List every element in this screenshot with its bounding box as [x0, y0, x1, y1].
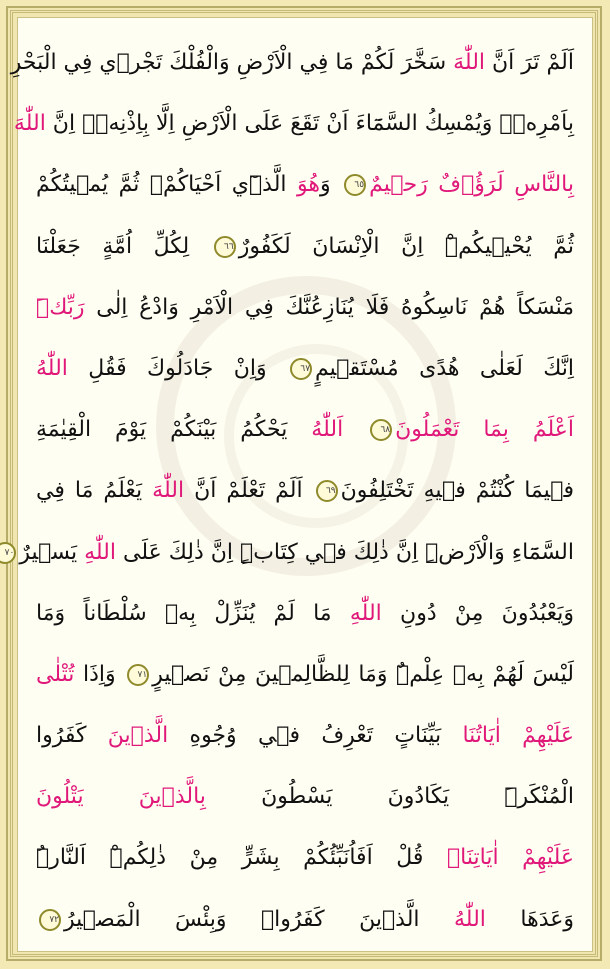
text-line [18, 460, 592, 521]
verse-text: وَاِنْ جَادَلُوكَ فَقُلِ [67, 355, 288, 381]
verse-text: الَّذ۪ٓي اَحْيَاكُمْۘ ثُمَّ يُم۪يتُكُمْ [36, 172, 297, 198]
highlighted-word: اللّٰهَ [13, 111, 46, 137]
verse-text: اِنَّكَ لَعَلٰى هُدًى مُسْتَق۪يمٍ [315, 355, 574, 381]
text-line [18, 338, 592, 399]
text-line [13, 93, 592, 154]
verse-lines [4, 32, 592, 950]
highlighted-word: اللّٰهُ [454, 906, 486, 932]
text-line [18, 889, 592, 950]
verse-text: بَيِّنَاتٍ تَعْرِفُ ف۪ي وُجُوهِ [168, 723, 463, 749]
ayah-number-marker: ٦٦ [214, 236, 236, 258]
ayah-number-marker: ٦٧ [290, 358, 312, 380]
verse-text [343, 417, 367, 442]
highlighted-word: هُوَ [297, 172, 320, 198]
highlighted-word: عَلَيْهِمْ اٰيَاتِنَاۜ [446, 845, 574, 871]
verse-text: كَفَرُوا [36, 723, 108, 749]
verse-text: مَنْسَكاً هُمْ نَاسِكُوهُ فَلَا يُنَازِعُنَّكَ فِي الْاَمْرِ وَادْعُ اِلٰى [84, 294, 574, 320]
verse-text: سَخَّرَ لَكُمْ مَا فِي الْاَرْضِ وَالْفُلْكَ تَجْر۪ي فِي الْبَحْرِ [10, 50, 454, 75]
highlighted-word: الَّذ۪ينَ [107, 723, 169, 749]
highlighted-word: تُتْلٰى [36, 661, 75, 687]
mushaf-page [4, 17, 593, 952]
verse-text: لِكُلِّ اُمَّةٍ جَعَلْنَا [36, 233, 211, 259]
highlighted-word: بِالنَّاسِ لَرَؤُ۫فٌ رَح۪يمٌ [369, 172, 574, 198]
ayah-number-marker: ٧٢ [39, 909, 61, 931]
ayah-number-marker: ٧١ [127, 664, 149, 686]
verse-text: يَحْكُمُ بَيْنَكُمْ يَوْمَ الْقِيٰمَةِ [36, 417, 312, 443]
text-line [18, 277, 592, 338]
verse-text: يَعْلَمُ مَا فِي [36, 478, 153, 504]
verse-text: لَيْسَ لَهُمْ بِه۪ عِلْمٌۜ وَمَا لِلظَّالِم۪ينَ مِنْ نَص۪يرٍ [152, 661, 574, 687]
highlighted-word: رَبِّكَۜ [36, 294, 85, 320]
text-line [18, 644, 592, 705]
verse-text: الَّذ۪ينَ كَفَرُواۜ وَبِئْسَ الْمَص۪يرُ [64, 906, 455, 932]
ayah-number-marker: ٦٩ [316, 480, 338, 502]
text-line [18, 216, 592, 277]
text-line [18, 583, 592, 644]
verse-text: وَعَدَهَا [485, 906, 574, 932]
ayah-number-marker: ٦٨ [370, 419, 392, 441]
text-line [18, 399, 592, 460]
ayah-number-marker: ٧٠ [0, 542, 16, 564]
text-line [18, 766, 592, 827]
ayah-number-marker: ٦٥ [344, 174, 366, 196]
verse-text: وَ [319, 172, 342, 198]
text-line [10, 32, 592, 93]
verse-text: اَلَمْ تَرَ اَنَّ [485, 50, 574, 75]
highlighted-word: بِالَّذ۪ينَ يَتْلُونَ [36, 784, 206, 810]
verse-text: قُلْ اَفَاُنَبِّئُكُمْ بِشَرٍّ مِنْ ذٰلِكُمْۜ اَلنَّارُۜ [36, 845, 447, 871]
text-line [4, 522, 592, 583]
highlighted-word: اللّٰهَ [152, 478, 185, 504]
highlighted-word: اللّٰهِ [349, 600, 382, 626]
highlighted-word: عَلَيْهِمْ اٰيَاتُنَا [462, 723, 574, 749]
verse-text: الْمُنْكَرَۜ يَكَادُونَ يَسْطُونَ [205, 784, 574, 810]
highlighted-word: اللّٰهَ [453, 50, 486, 75]
text-line [18, 154, 592, 215]
verse-text: ثُمَّ يُحْي۪يكُمْۜ اِنَّ الْاِنْسَانَ لَكَفُورٌ [238, 233, 575, 259]
verse-text: السَّمَٓاءِ وَالْاَرْضِۜ اِنَّ ذٰلِكَ ف۪ي كِتَابٍۜ اِنَّ ذٰلِكَ عَلَى [115, 539, 574, 565]
text-line [18, 827, 592, 888]
highlighted-word: اللّٰهُ [36, 355, 68, 381]
text-line [18, 705, 592, 766]
highlighted-word: اللّٰهِ [84, 539, 116, 565]
highlighted-word: اَللّٰهُ [311, 417, 344, 443]
verse-text: يَس۪يرٌ [19, 539, 85, 565]
verse-text: اَلَمْ تَعْلَمْ اَنَّ [184, 478, 313, 504]
verse-text: بِاَمْرِه۪ۜ وَيُمْسِكُ السَّمَٓاءَ اَنْ تَقَعَ عَلَى الْاَرْضِ اِلَّا بِاِذْنِه۪ۜ اِنَّ [45, 111, 574, 137]
verse-text: ف۪يمَا كُنْتُمْ ف۪يهِ تَخْتَلِفُونَ [340, 478, 575, 504]
highlighted-word: اَعْلَمُ بِمَا تَعْمَلُونَ [395, 417, 574, 443]
verse-text: وَاِذَا [74, 661, 125, 687]
verse-text: مَا لَمْ يُنَزِّلْ بِه۪ سُلْطَاناً وَمَا [36, 600, 350, 626]
verse-text: وَيَعْبُدُونَ مِنْ دُونِ [381, 600, 575, 626]
